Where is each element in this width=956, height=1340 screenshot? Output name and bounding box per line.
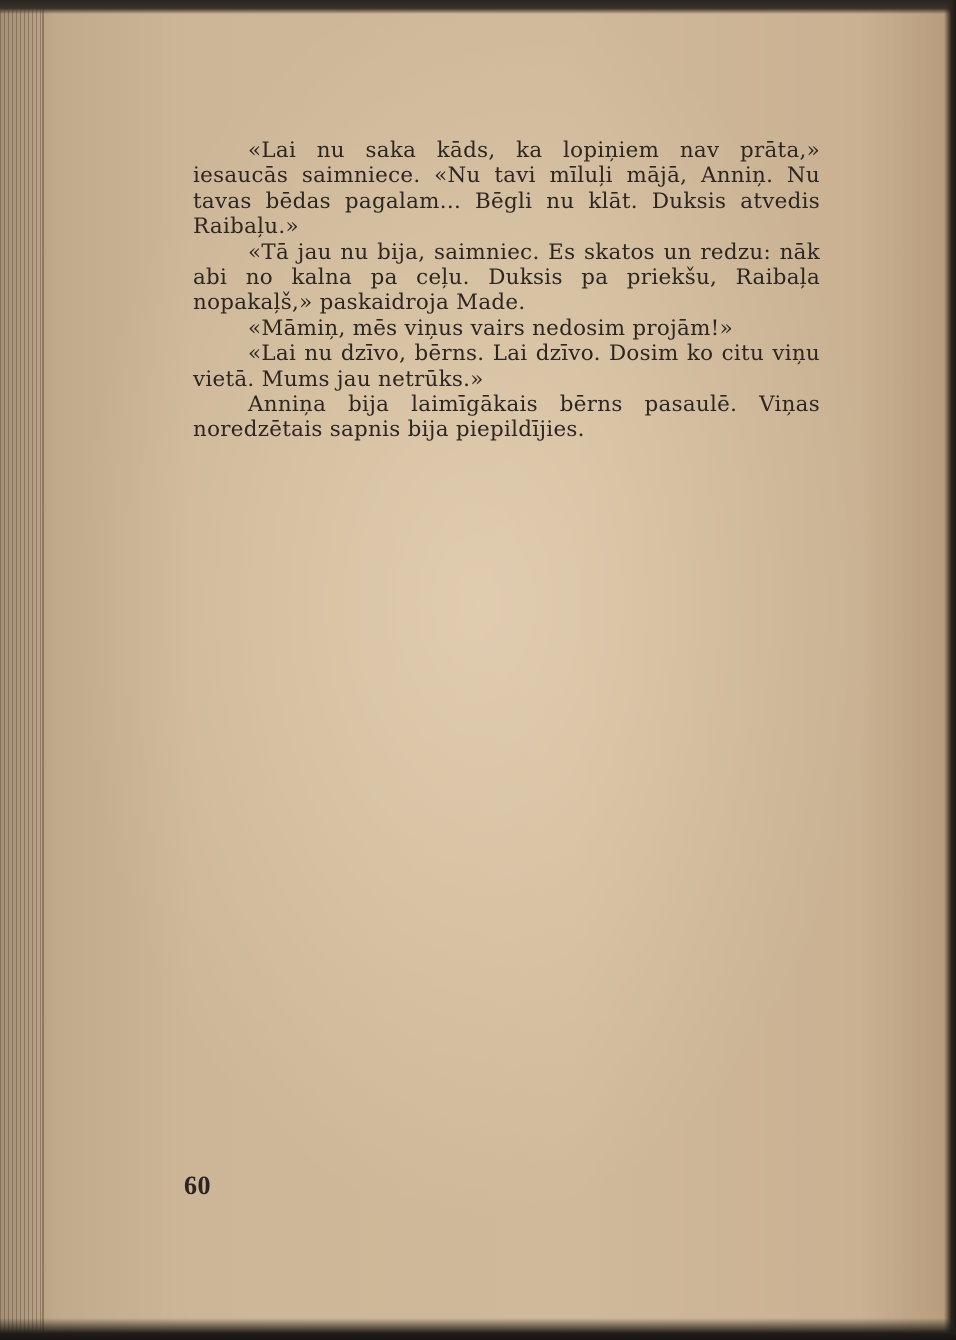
page-edges [0, 0, 44, 1340]
paragraph: «Māmiņ, mēs viņus vairs nedosim projām!» [248, 315, 733, 341]
right-shadow [944, 0, 956, 1340]
paragraph: «Lai nu saka kāds, ka lopiņiem nav prāta,» iesaucās saimniece. «Nu tavi mīluļi mājā, Anniņ. Nu tavas bēdas pagalam... Bēgli nu klāt. Duksis atvedis Raibaļu.» [193, 138, 820, 240]
page-number: 60 [184, 1171, 211, 1200]
bottom-shadow [0, 1318, 956, 1340]
paragraph: «Lai nu dzīvo, bērns. Lai dzīvo. Dosim ko citu viņu vietā. Mums jau netrūks.» [193, 341, 820, 392]
paragraph: Anniņa bija laimīgākais bērns pasaulē. Viņas noredzētais sapnis bija piepildījies. [193, 392, 820, 443]
top-shadow [0, 0, 956, 14]
paragraph: «Tā jau nu bija, saimniec. Es skatos un redzu: nāk abi no kalna pa ceļu. Duksis pa priekšu, Raibaļa nopakaļš,» paskaidroja Made. [193, 239, 820, 316]
body-text [193, 138, 820, 443]
